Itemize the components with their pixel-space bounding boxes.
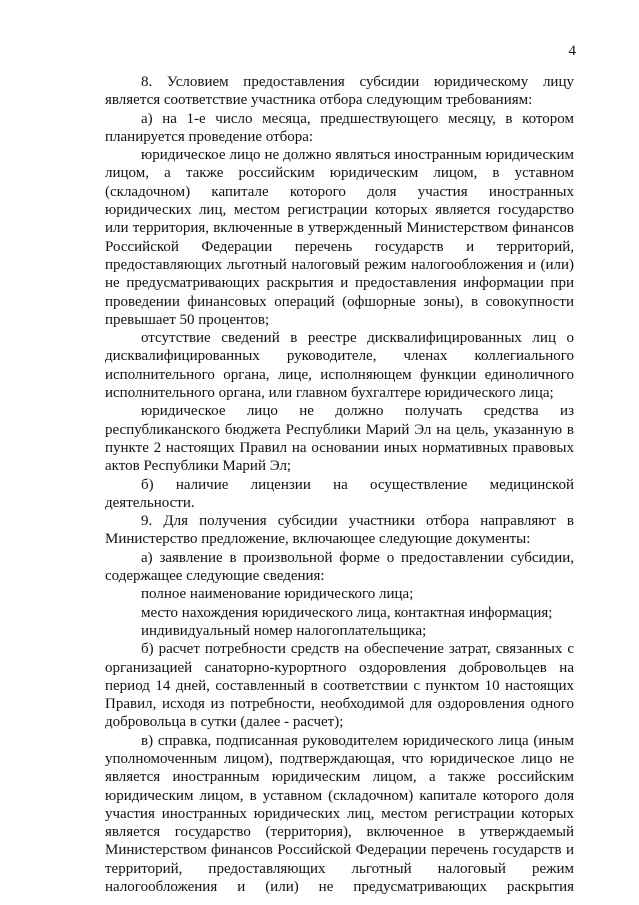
paragraph-full-name: полное наименование юридического лица; — [141, 586, 414, 603]
paragraph-9-documents: 9. Для получения субсидии участники отбора направляют в Министерство предложение, включающее следующие документы: — [105, 513, 574, 548]
paragraph-inn: индивидуальный номер налогоплательщика; — [141, 622, 427, 639]
paragraph-foreign-entity: юридическое лицо не должно являться иностранным юридическим лицом, а также российским юридическим лицом, в уставном (складочном) капитале которого доля участия иностранных юридических лиц, местом регистрации которых является государство или территория, включенные в утвержденный Министерством финансов Российской Федерации перечень государств и территорий, предоставляющих льготный налоговый режим налогообложения и (или) не предусматривающих раскрытия и предоставления информации при проведении финансовых операций (офшорные зоны), в совокупности превышает 50 процентов; — [105, 147, 574, 328]
paragraph-8b-license: б) наличие лицензии на осуществление медицинской деятельности. — [105, 476, 574, 511]
page-number: 4 — [568, 43, 576, 59]
paragraph-no-other-funds: юридическое лицо не должно получать средства из республиканского бюджета Республики Марий Эл на цель, указанную в пункте 2 настоящих Правил на основании иных нормативных правовых актов Республики Марий Эл; — [105, 403, 574, 475]
paragraph-8a-date: а) на 1-е число месяца, предшествующего месяцу, в котором планируется проведение отбора: — [105, 110, 574, 145]
paragraph-8-condition: 8. Условием предоставления субсидии юридическому лицу является соответствие участника отбора следующим требованиям: — [105, 74, 574, 109]
paragraph-9v-certificate: в) справка, подписанная руководителем юридического лица (иным уполномоченным лицом), подтверждающая, что юридическое лицо не является иностранным юридическим лицом, а также российским юридическим лицом, в уставном (складочном) капитале которого доля участия иностранных юридических лиц, местом регистрации которых является государство (территория), включенное в утверждаемый Министерством финансов Российской Федерации перечень государств и территорий, предоставляющих льготный налоговый режим налогообложения и (или) не предусматривающих раскрытия — [105, 732, 574, 896]
paragraph-9a-application: а) заявление в произвольной форме о предоставлении субсидии, содержащее следующие сведения: — [105, 549, 574, 585]
document-body — [105, 73, 574, 896]
paragraph-location: место нахождения юридического лица, контактная информация; — [141, 604, 553, 621]
paragraph-disqualified-registry: отсутствие сведений в реестре дисквалифицированных лиц о дисквалифицированных руководителе, членах коллегиального исполнительного органа, лице, исполняющем функции единоличного исполнительного органа, или главном бухгалтере юридического лица; — [105, 330, 574, 402]
paragraph-9b-calculation: б) расчет потребности средств на обеспечение затрат, связанных с организацией санаторно-курортного оздоровления добровольцев на период 14 дней, составленный в соответствии с пунктом 10 настоящих Правил, исходя из потребности, необходимой для оздоровления одного добровольца в сутки (далее - расчет); — [105, 641, 574, 731]
